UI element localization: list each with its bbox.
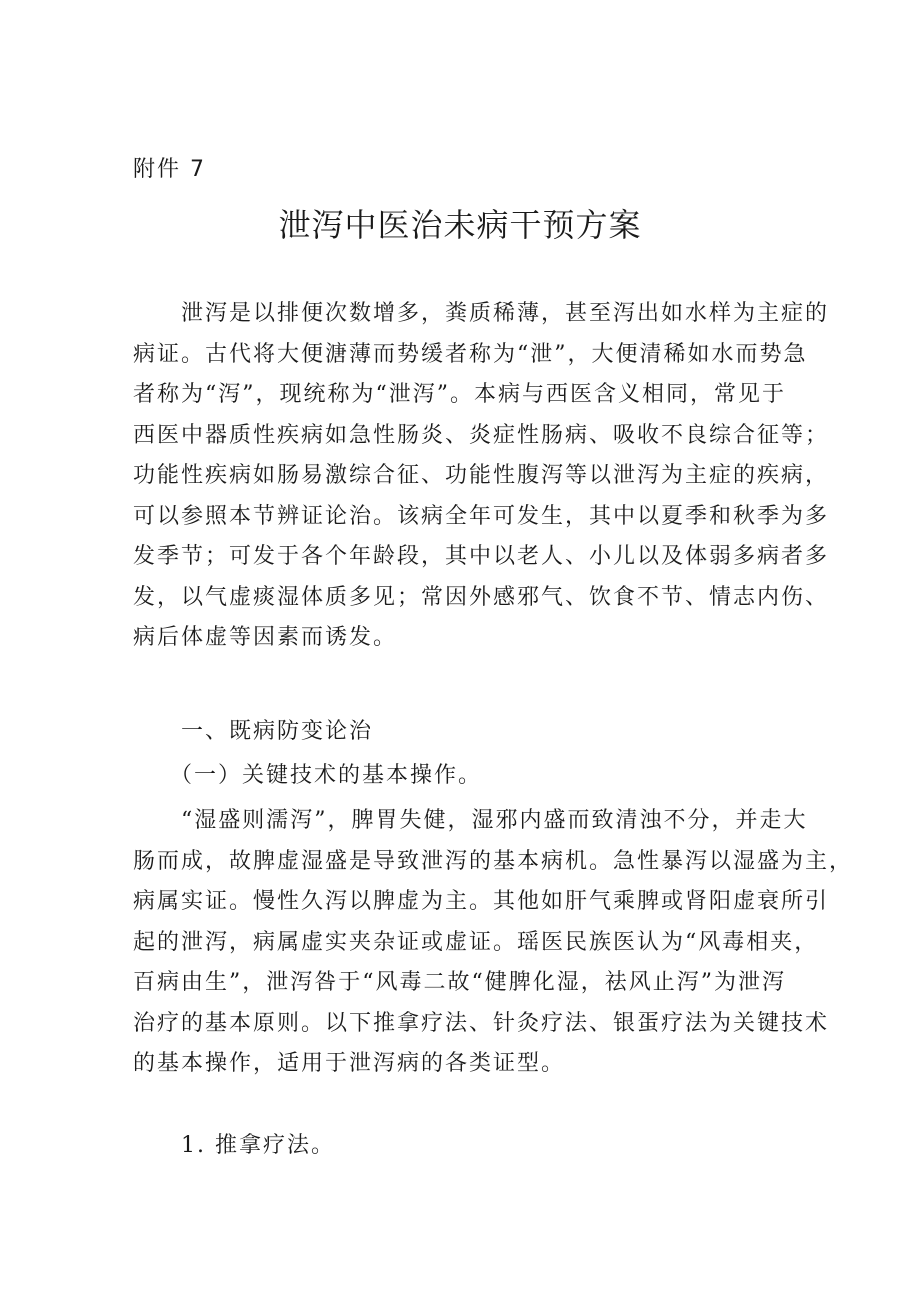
text-line: 西医中器质性疾病如急性肠炎、炎症性肠病、吸收不良综合征等； <box>133 422 830 448</box>
text-line: 治疗的基本原则。以下推拿疗法、针灸疗法、银蛋疗法为关键技术 <box>133 1010 830 1036</box>
text-line: 发季节；可发于各个年龄段，其中以老人、小儿以及体弱多病者多 <box>133 544 830 569</box>
text-line: 发，以气虚痰湿体质多见；常因外感邪气、饮食不节、情志内伤、 <box>133 584 830 610</box>
text-line: 者称为“泻”，现统称为“泄泻”。本病与西医含义相同，常见于 <box>133 382 786 407</box>
text-line: 肠而成，故脾虚湿盛是导致泄泻的基本病机。急性暴泻以湿盛为主， <box>133 848 854 874</box>
page-title: 泄泻中医治未病干预方案 <box>278 206 642 244</box>
text-line: 功能性疾病如肠易激综合征、功能性腹泻等以泄泻为主症的疾病， <box>133 463 830 488</box>
text-line: 病证。古代将大便溏薄而势缓者称为“泄”，大便清稀如水而势急 <box>133 341 808 367</box>
text-line: 百病由生”，泄泻咎于“风毒二故“健脾化湿，祛风止泻”为泄泻 <box>133 970 786 995</box>
subsection-heading: （一）关键技术的基本操作。 <box>133 763 483 788</box>
text-line: 可以参照本节辨证论治。该病全年可发生，其中以夏季和秋季为多 <box>133 503 830 529</box>
section-heading: 一、既病防变论治 <box>133 719 374 744</box>
text-line: 起的泄泻，病属虚实夹杂证或虚证。瑶医民族医认为“风毒相夹， <box>133 929 819 955</box>
item-heading: 1. 推拿疗法。 <box>133 1133 335 1158</box>
intro-paragraph <box>133 294 833 659</box>
text-line: 泄泻是以排便次数增多，粪质稀薄，甚至泻出如水样为主症的 <box>133 301 830 326</box>
text-line: 病后体虚等因素而诱发。 <box>133 625 398 650</box>
attachment-label: 附件 7 <box>133 157 206 182</box>
body-paragraph <box>133 801 854 1085</box>
text-line: 的基本操作，适用于泄泻病的各类证型。 <box>133 1051 566 1076</box>
text-line: “湿盛则濡泻”，脾胃失健，湿邪内盛而致清浊不分，并走大 <box>133 808 808 833</box>
text-line: 病属实证。慢性久泻以脾虚为主。其他如肝气乘脾或肾阳虚衰所引 <box>133 889 830 914</box>
